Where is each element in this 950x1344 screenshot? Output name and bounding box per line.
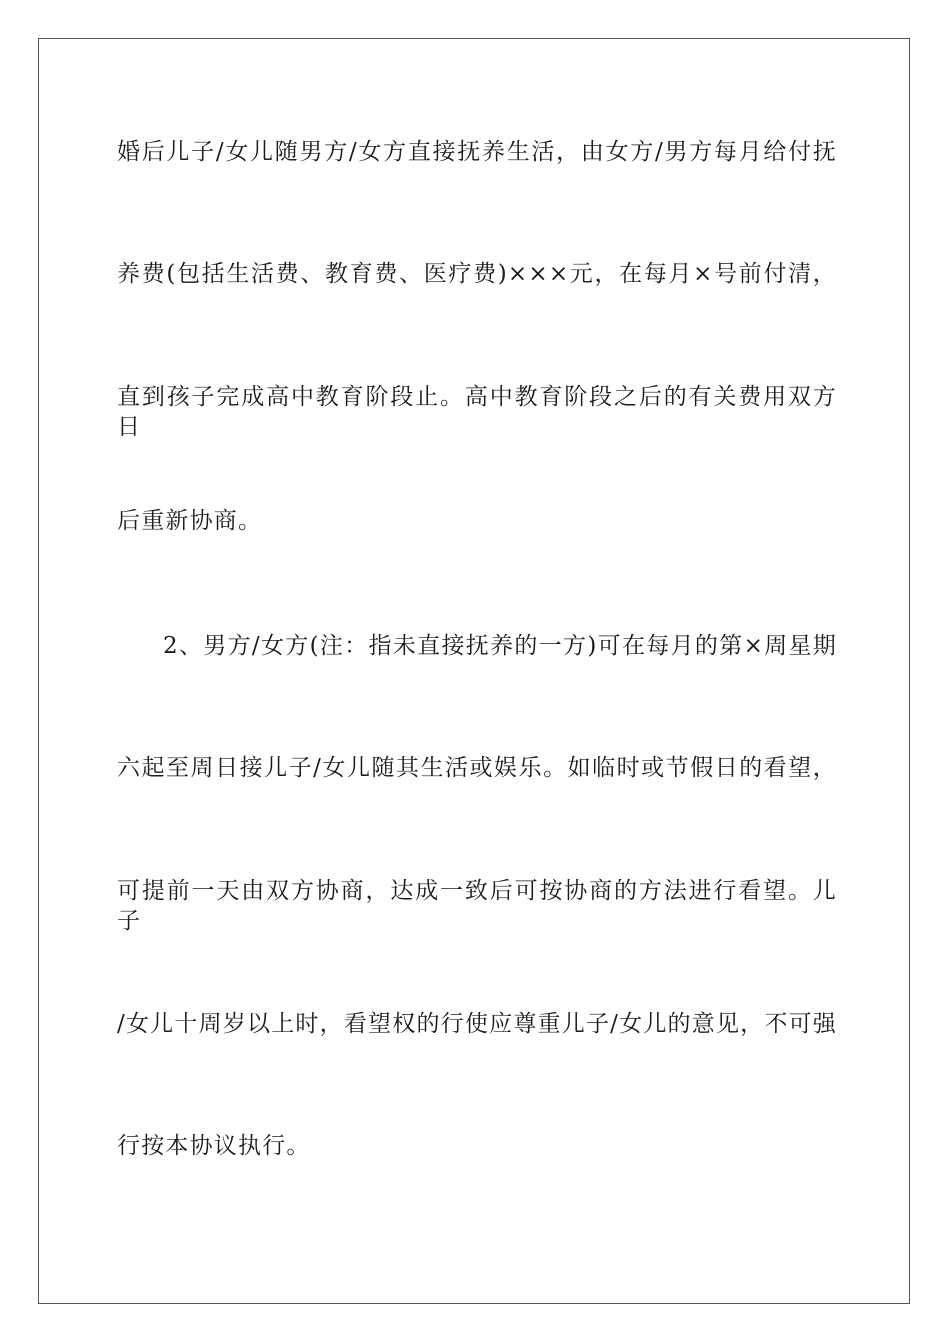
paragraph-2-line-2: 六起至周日接儿子/女儿随其生活或娱乐。如临时或节假日的看望， — [117, 755, 837, 781]
paragraph-2-line-5: 行按本协议执行。 — [117, 1133, 311, 1159]
page-border — [38, 38, 910, 1304]
paragraph-1-line-2: 养费(包括生活费、教育费、医疗费)×××元，在每月×号前付清， — [117, 261, 837, 287]
paragraph-1-line-4: 后重新协商。 — [117, 508, 263, 534]
paragraph-2-line-1: 2、男方/女方(注：指未直接抚养的一方)可在每月的第×周星期 — [163, 633, 837, 659]
paragraph-2-line-4: /女儿十周岁以上时，看望权的行使应尊重儿子/女儿的意见，不可强 — [117, 1011, 837, 1037]
paragraph-1-line-1: 婚后儿子/女儿随男方/女方直接抚养生活，由女方/男方每月给付抚 — [117, 139, 837, 165]
paragraph-2-line-3: 可提前一天由双方协商，达成一致后可按协商的方法进行看望。儿子 — [117, 878, 837, 934]
paragraph-1-line-3: 直到孩子完成高中教育阶段止。高中教育阶段之后的有关费用双方日 — [117, 384, 837, 440]
